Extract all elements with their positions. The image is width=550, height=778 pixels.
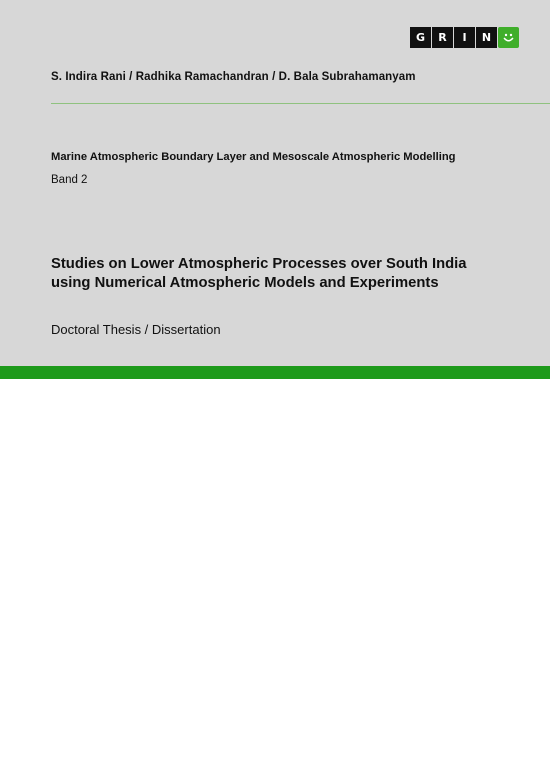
logo-letter-g: G xyxy=(410,27,431,48)
divider-line xyxy=(51,103,550,104)
logo-letter-r: R xyxy=(432,27,453,48)
smiley-icon xyxy=(498,27,519,48)
band-number: Band 2 xyxy=(51,174,88,186)
logo-letter-i: I xyxy=(454,27,475,48)
cover-header-area xyxy=(0,0,550,366)
book-title xyxy=(51,255,521,293)
book-title-line-1: Studies on Lower Atmospheric Processes over South India xyxy=(51,256,467,272)
document-type: Doctoral Thesis / Dissertation xyxy=(51,322,221,337)
logo-letter-n: N xyxy=(476,27,497,48)
green-band xyxy=(0,366,550,379)
authors: S. Indira Rani / Radhika Ramachandran / D. Bala Subrahamanyam xyxy=(51,71,416,83)
book-title-line-2: using Numerical Atmospheric Models and Experiments xyxy=(51,275,439,291)
grin-logo xyxy=(410,27,519,48)
series-title: Marine Atmospheric Boundary Layer and Mesoscale Atmospheric Modelling xyxy=(51,151,456,163)
